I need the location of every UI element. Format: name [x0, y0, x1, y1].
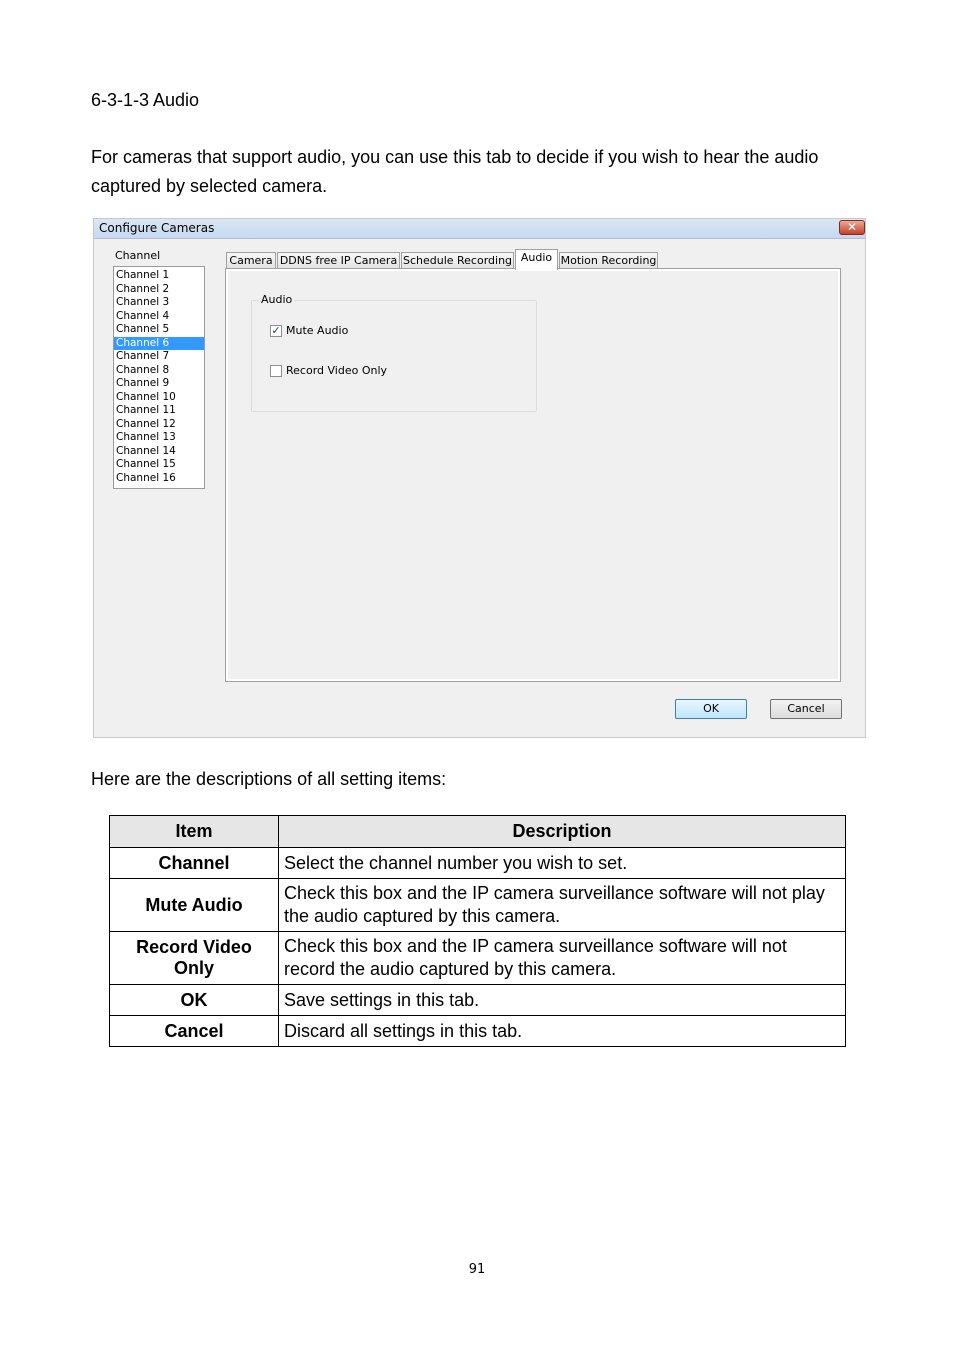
ok-button[interactable]: OK: [675, 699, 747, 719]
mute-audio-label: Mute Audio: [286, 324, 349, 337]
tab-panel-body: [228, 271, 838, 679]
description-cell: Discard all settings in this tab.: [279, 1016, 846, 1047]
column-header-item: Item: [110, 816, 279, 848]
tab-audio[interactable]: Audio: [515, 249, 558, 270]
item-cell: Cancel: [110, 1016, 279, 1047]
table-header-row: [110, 816, 846, 848]
channel-list-item[interactable]: Channel 10: [116, 390, 176, 403]
channel-list-item[interactable]: Channel 2: [116, 282, 170, 295]
item-cell: OK: [110, 985, 279, 1016]
description-cell: Save settings in this tab.: [279, 985, 846, 1016]
channel-list-item[interactable]: Channel 7: [116, 350, 170, 362]
channel-list-item[interactable]: Channel 8: [116, 363, 170, 376]
channel-list-item[interactable]: Channel 14: [116, 444, 176, 457]
table-row: [110, 932, 846, 985]
description-cell: Check this box and the IP camera surveillance software will not record the audio captured by this camera.: [279, 932, 846, 985]
table-intro: Here are the descriptions of all setting items:: [91, 769, 447, 789]
channel-list-item[interactable]: Channel 6: [114, 337, 204, 351]
audio-group-label: Audio: [261, 293, 293, 306]
tab-motion-recording[interactable]: Motion Recording: [560, 254, 657, 267]
item-cell: Mute Audio: [110, 879, 279, 932]
table-row: [110, 1016, 846, 1047]
item-cell: Record Video Only: [110, 932, 279, 985]
channel-list-item[interactable]: Channel 5: [116, 323, 170, 335]
item-cell: Channel: [110, 848, 279, 879]
channel-list-item[interactable]: Channel 1: [116, 269, 170, 281]
channel-list-item[interactable]: Channel 9: [116, 377, 170, 389]
channel-list-item[interactable]: Channel 12: [116, 417, 176, 430]
audio-tab-panel: [225, 268, 841, 682]
channel-list-item[interactable]: Channel 13: [116, 431, 176, 443]
mute-audio-checkbox[interactable]: [270, 325, 282, 337]
channel-list-item[interactable]: Channel 4: [116, 309, 170, 322]
close-icon: ✕: [846, 220, 858, 234]
description-cell: Select the channel number you wish to set.: [279, 848, 846, 879]
tab-ddns-free-ip-camera[interactable]: DDNS free IP Camera: [277, 252, 400, 269]
record-video-only-checkbox[interactable]: [270, 365, 282, 377]
section-heading: 6-3-1-3 Audio: [91, 90, 200, 110]
channel-list-item[interactable]: Channel 16: [116, 471, 176, 484]
table-row: [110, 985, 846, 1016]
table-row: [110, 879, 846, 932]
description-cell: Check this box and the IP camera surveillance software will not play the audio captured by this camera.: [279, 879, 846, 932]
settings-table: [109, 815, 846, 1047]
tab-camera[interactable]: Camera: [226, 252, 276, 269]
channel-list-item[interactable]: Channel 3: [116, 296, 170, 308]
cancel-button[interactable]: Cancel: [770, 699, 842, 719]
channel-list-item[interactable]: Channel 11: [116, 404, 176, 416]
page-number: 91: [468, 1262, 486, 1277]
channel-list-item[interactable]: Channel 15: [116, 458, 176, 470]
column-header-description: Description: [279, 816, 846, 848]
close-button[interactable]: [839, 220, 865, 235]
checkmark-icon: ✓: [271, 324, 281, 337]
channel-list[interactable]: [113, 266, 205, 489]
dialog-titlebar: [94, 219, 865, 239]
configure-cameras-dialog: [93, 218, 866, 738]
record-video-only-label: Record Video Only: [286, 364, 388, 377]
dialog-title: Configure Cameras: [99, 221, 215, 235]
audio-groupbox: [251, 300, 537, 412]
table-row: [110, 848, 846, 879]
channel-label: Channel: [115, 249, 161, 262]
tab-schedule-recording[interactable]: Schedule Recording: [402, 254, 513, 267]
intro-paragraph: For cameras that support audio, you can use this tab to decide if you wish to hear the audio captured by selected camera.: [91, 147, 819, 196]
